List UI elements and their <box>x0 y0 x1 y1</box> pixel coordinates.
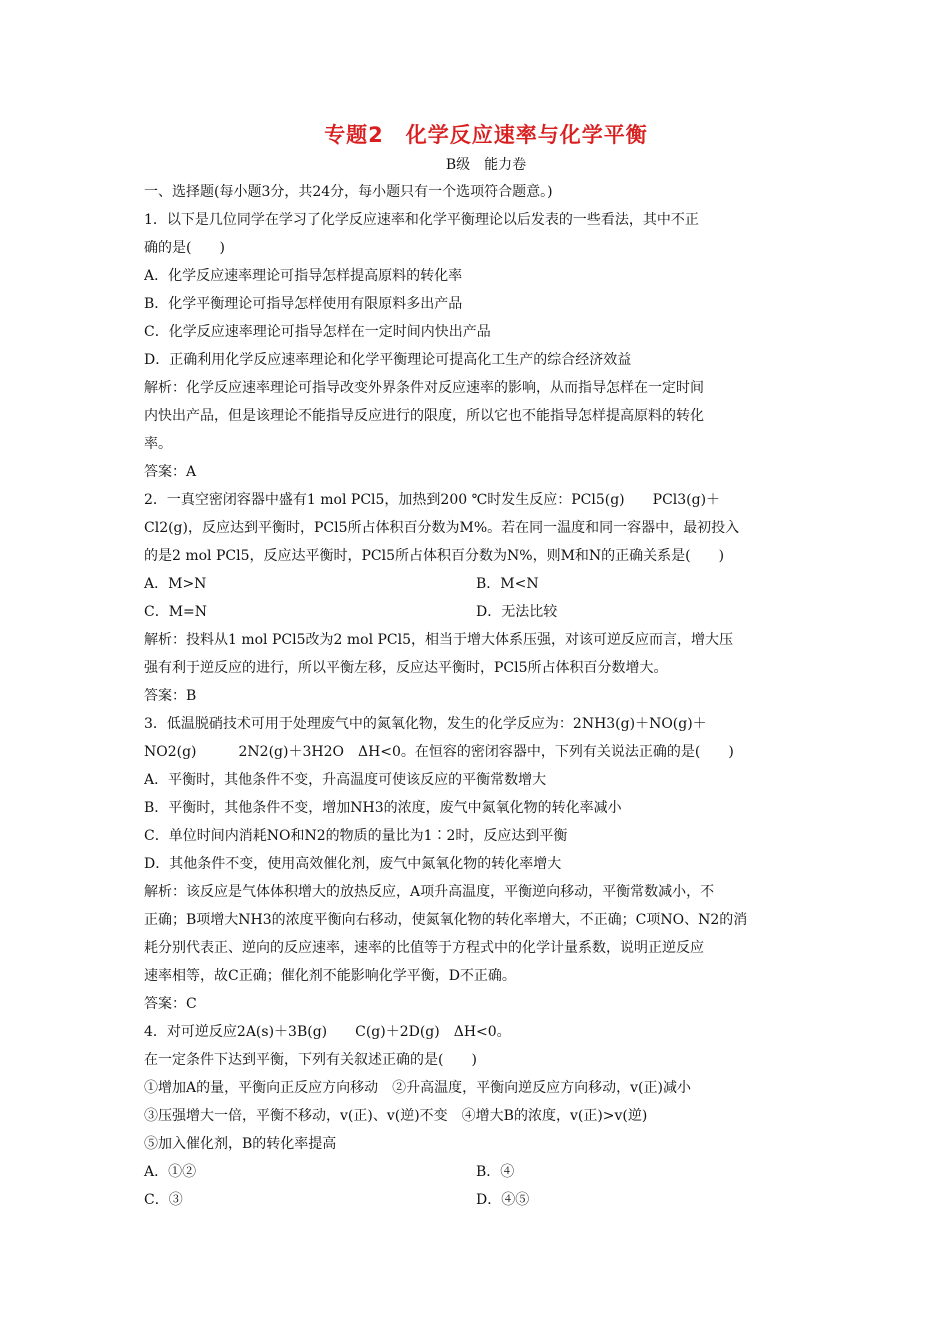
answer-line: 答案：A <box>144 464 197 480</box>
option-d: D．④⑤ <box>476 1192 530 1208</box>
option-c: C．化学反应速率理论可指导怎样在一定时间内快出产品 <box>144 324 491 340</box>
section-heading: 一、选择题(每小题3分，共24分，每小题只有一个选项符合题意。) <box>144 184 553 200</box>
question-stem-line: 1．以下是几位同学在学习了化学反应速率和化学平衡理论以后发表的一些看法，其中不正 <box>144 212 699 228</box>
answer-line: 答案：B <box>144 688 197 704</box>
analysis-line: 耗分别代表正、逆向的反应速率，速率的比值等于方程式中的化学计量系数，说明正逆反应 <box>144 940 704 956</box>
option-b: B．平衡时，其他条件不变，增加NH3的浓度，废气中氮氧化物的转化率减小 <box>144 800 622 816</box>
question-2 <box>144 486 808 710</box>
question-stem-line: Cl2(g)，反应达到平衡时，PCl5所占体积百分数为M%。若在同一温度和同一容器中，最初投入 <box>144 520 740 536</box>
question-1 <box>144 206 808 486</box>
option-row <box>144 570 808 598</box>
option-a: A．化学反应速率理论可指导怎样提高原料的转化率 <box>144 268 463 284</box>
statement-line: ③压强增大一倍，平衡不移动，v(正)、v(逆)不变 ④增大B的浓度，v(正)>v(逆) <box>144 1108 648 1124</box>
option-b: B．化学平衡理论可指导怎样使用有限原料多出产品 <box>144 296 463 312</box>
statement-line: ⑤加入催化剂，B的转化率提高 <box>144 1136 337 1152</box>
question-4 <box>144 1018 808 1214</box>
option-row <box>144 1186 808 1214</box>
option-row <box>144 1158 808 1186</box>
analysis-line: 速率相等，故C正确；催化剂不能影响化学平衡，D不正确。 <box>144 968 516 984</box>
question-stem-line: 4．对可逆反应2A(s)＋3B(g) C(g)＋2D(g) ΔH<0。 <box>144 1024 511 1040</box>
question-3 <box>144 710 808 1018</box>
document-subtitle: B级 能力卷 <box>445 157 527 173</box>
analysis-line: 正确；B项增大NH3的浓度平衡向右移动，使氮氧化物的转化率增大，不正确；C项NO、N2的消 <box>144 912 748 928</box>
analysis-line: 率。 <box>144 436 172 452</box>
analysis-line: 解析：该反应是气体体积增大的放热反应，A项升高温度，平衡逆向移动，平衡常数减小，不 <box>144 884 715 900</box>
option-a: A．M>N <box>144 576 207 592</box>
document-page <box>144 118 808 1214</box>
analysis-line: 内快出产品，但是该理论不能指导反应进行的限度，所以它也不能指导怎样提高原料的转化 <box>144 408 704 424</box>
question-stem-line: 确的是( ) <box>144 240 225 256</box>
option-b: B．M<N <box>476 576 539 592</box>
option-a: A．平衡时，其他条件不变，升高温度可使该反应的平衡常数增大 <box>144 772 547 788</box>
option-row <box>144 598 808 626</box>
option-d: D．无法比较 <box>476 604 558 620</box>
option-a: A．①② <box>144 1164 197 1180</box>
question-stem-line: 2．一真空密闭容器中盛有1 mol PCl5，加热到200 ℃时发生反应：PCl5(g) PCl3(g)＋ <box>144 492 721 508</box>
answer-line: 答案：C <box>144 996 197 1012</box>
option-c: C．M=N <box>144 604 208 620</box>
document-title: 专题2 化学反应速率与化学平衡 <box>324 123 648 147</box>
option-d: D．正确利用化学反应速率理论和化学平衡理论可提高化工生产的综合经济效益 <box>144 352 632 368</box>
option-c: C．单位时间内消耗NO和N2的物质的量比为1∶2时，反应达到平衡 <box>144 828 568 844</box>
question-stem-line: 的是2 mol PCl5，反应达平衡时，PCl5所占体积百分数为N%，则M和N的正确关系是( ) <box>144 548 725 564</box>
analysis-line: 解析：投料从1 mol PCl5改为2 mol PCl5，相当于增大体系压强，对该可逆反应而言，增大压 <box>144 632 734 648</box>
analysis-line: 解析：化学反应速率理论可指导改变外界条件对反应速率的影响，从而指导怎样在一定时间 <box>144 380 704 396</box>
statement-line: ①增加A的量，平衡向正反应方向移动 ②升高温度，平衡向逆反应方向移动，v(正)减小 <box>144 1080 691 1096</box>
question-stem-line: NO2(g) 2N2(g)＋3H2O ΔH<0。在恒容的密闭容器中，下列有关说法正确的是( ) <box>144 744 734 760</box>
option-b: B．④ <box>476 1164 515 1180</box>
question-stem-line: 在一定条件下达到平衡，下列有关叙述正确的是( ) <box>144 1052 477 1068</box>
analysis-line: 强有利于逆反应的进行，所以平衡左移，反应达平衡时，PCl5所占体积百分数增大。 <box>144 660 668 676</box>
option-d: D．其他条件不变，使用高效催化剂，废气中氮氧化物的转化率增大 <box>144 856 562 872</box>
question-stem-line: 3．低温脱硝技术可用于处理废气中的氮氧化物，发生的化学反应为：2NH3(g)＋NO(g)＋ <box>144 716 707 732</box>
option-c: C．③ <box>144 1192 183 1208</box>
